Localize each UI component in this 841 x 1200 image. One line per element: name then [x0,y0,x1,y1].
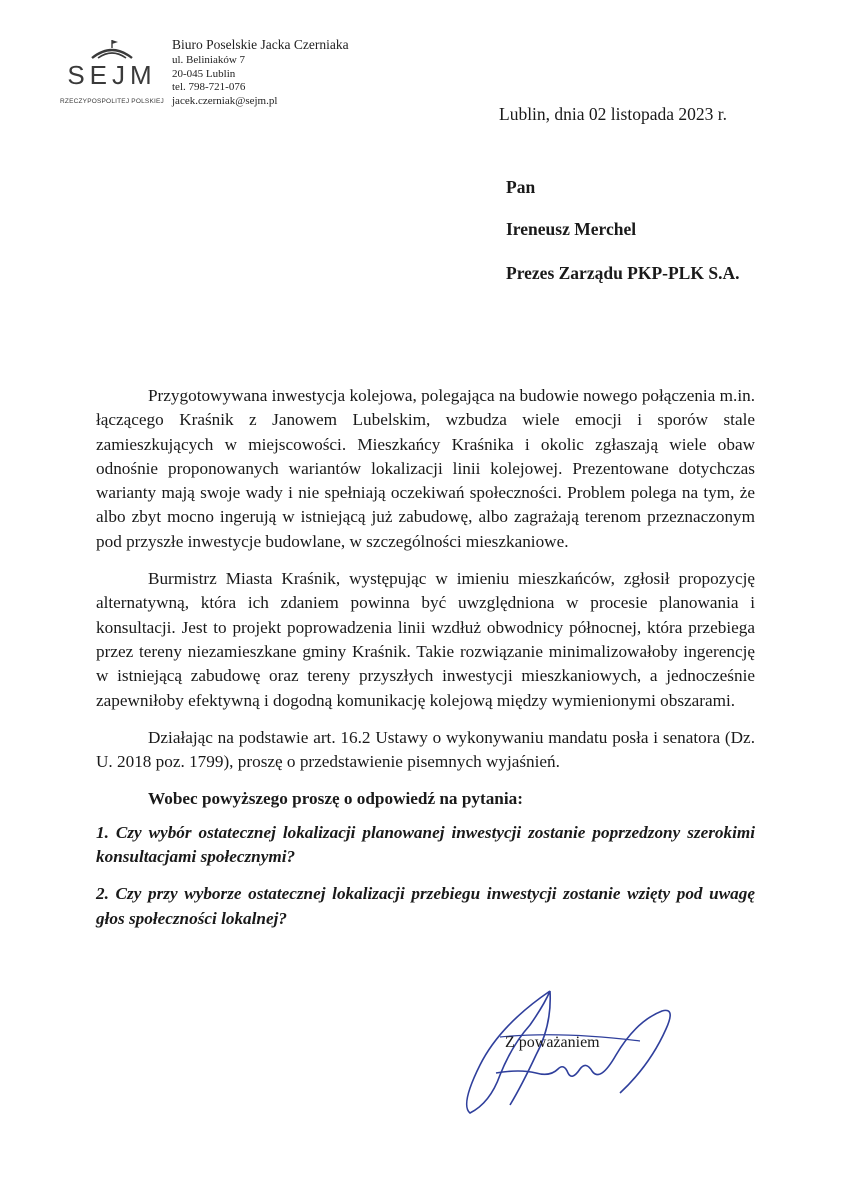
recipient-salutation: Pan [506,177,536,197]
logo-wordmark: SEJM [67,60,157,90]
office-street: ul. Beliniaków 7 [172,54,246,66]
closing-phrase: Z poważaniem [505,1034,600,1051]
sejm-emblem-icon [88,38,136,62]
questions-intro: Wobec powyższego proszę o odpowiedź na pytania: [148,789,523,809]
office-phone: tel. 798-721-076 [172,81,246,93]
office-address-block [172,36,349,108]
handwritten-signature [440,985,680,1125]
body-paragraph-2: Burmistrz Miasta Kraśnik, występując w imieniu mieszkańców, zgłosił propozycję alternatywną, która ich zdaniem powinna być uwzględniona w procesie planowania i konsultacji. Jest to projekt poprowadzenia linii wzdłuż obwodnicy północnej, która przebiega przez tereny niezamieszkane gminy Kraśnik. Takie rozwiązanie minimalizowałoby ingerencję w istniejącą zabudowę oraz tereny przyszłych inwestycji mieszkaniowych, a jednocześnie zapewniłoby efektywną i dogodną komunikację kolejową między wymienionymi obszarami. [96,569,755,710]
letter-body [96,384,755,944]
question-1: 1. Czy wybór ostatecznej lokalizacji planowanej inwestycji zostanie poprzedzony szerokimi konsultacjami społecznymi? [96,822,755,867]
letter-date: Lublin, dnia 02 listopada 2023 r. [499,104,727,124]
recipient-title: Prezes Zarządu PKP-PLK S.A. [506,263,740,283]
sejm-logo [58,38,166,110]
question-2: 2. Czy przy wyborze ostatecznej lokalizacji przebiegu inwestycji zostanie wzięty pod uwagę głos społeczności lokalnej? [96,884,755,928]
body-paragraph-3: Działając na podstawie art. 16.2 Ustawy o wykonywaniu mandatu posła i senatora (Dz. U. 2018 poz. 1799), proszę o przedstawienie pisemnych wyjaśnień. [96,727,755,772]
office-name: Biuro Poselskie Jacka Czerniaka [172,37,349,52]
logo-subtitle: RZECZYPOSPOLITEJ POLSKIEJ [60,98,164,105]
recipient-block [506,177,766,285]
office-email: jacek.czerniak@sejm.pl [172,94,278,107]
office-city: 20-045 Lublin [172,67,236,80]
body-paragraph-1: Przygotowywana inwestycja kolejowa, polegająca na budowie nowego połączenia m.in. łączącego Kraśnik z Janowem Lubelskim, wzbudza wiele emocji i sporów stale zamieszkujących w miejscowości. Mieszkańcy Kraśnika i okolic zgłaszają wiele obaw odnośnie proponowanych wariantów lokalizacji linii kolejowej. Prezentowane dotychczas warianty mają swoje wady i nie spełniają oczekiwań społeczności. Problem polega na tym, że albo zbyt mocno ingerują w istniejącą już zabudowę, albo zagrażają terenom przeznaczonym pod przyszłe inwestycje budowlane, w szczególności mieszkaniowe. [96,386,755,551]
recipient-name: Ireneusz Merchel [506,219,637,239]
